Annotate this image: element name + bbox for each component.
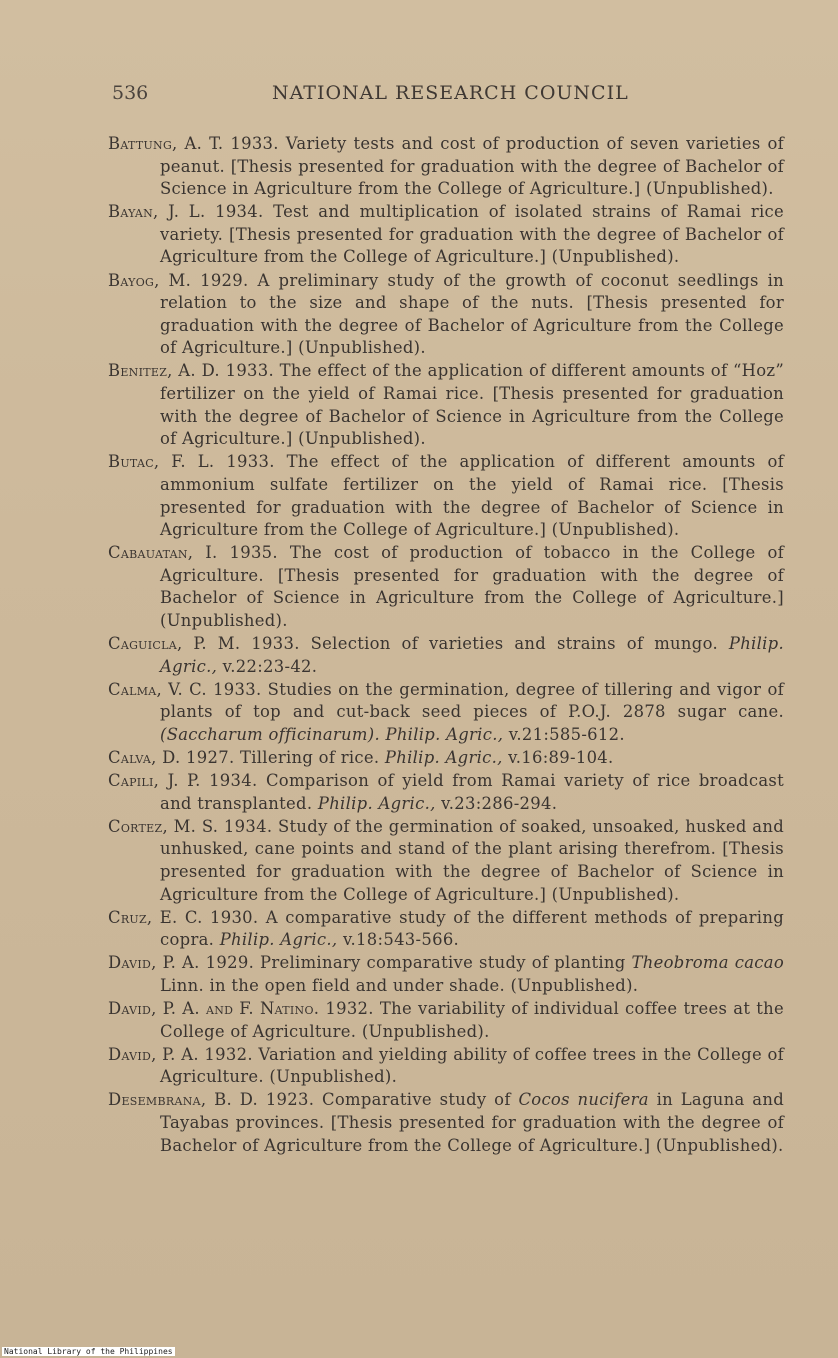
bibliography-entry: Calma, V. C. 1933. Studies on the germination, degree of tillering and vigor of plants of top and cut-back seed pieces of P.O.J. 2878 sugar cane. (Saccharum officinarum). Philip. Agric., v.21:585-612.: [108, 679, 784, 744]
bibliography-entry: Calva, D. 1927. Tillering of rice. Philip. Agric., v.16:89-104.: [108, 748, 614, 768]
bibliography-entry: Capili, J. P. 1934. Comparison of yield from Ramai variety of rice broadcast and transplanted. Philip. Agric., v.23:286-294.: [108, 771, 784, 813]
bibliography-entry: David, P. A. 1932. Variation and yielding ability of coffee trees in the College of Agriculture. (Unpublished).: [108, 1044, 785, 1087]
bibliography-entry: Cabauatan, I. 1935. The cost of production of tobacco in the College of Agriculture. [Thesis presented for graduation with the degree of Bachelor of Science in Agriculture from the College of Agriculture.] (Unpublished).: [108, 543, 785, 630]
bibliography-entry: David, P. A. 1929. Preliminary comparative study of planting Theobroma cacao Linn. in the open field and under shade. (Unpublished).: [108, 953, 785, 995]
bibliography-entry: Benitez, A. D. 1933. The effect of the application of different amounts of “Hoz” fertilizer on the yield of Ramai rice. [Thesis presented for graduation with the degree of Bachelor of Science in Agriculture from the College of Agriculture.] (Unpublished).: [108, 361, 785, 449]
bibliography-entry: Bayog, M. 1929. A preliminary study of the growth of coconut seedlings in relation to the size and shape of the nuts. [Thesis presented for graduation with the degree of Bachelor of Agriculture from the College of Agriculture.] (Unpublished).: [108, 270, 785, 358]
bibliography-list: [108, 133, 784, 1158]
bibliography-entry: Caguicla, P. M. 1933. Selection of varieties and strains of mungo. Philip. Agric., v.22:23-42.: [108, 634, 784, 676]
bibliography-entry: Butac, F. L. 1933. The effect of the application of different amounts of ammonium sulfate fertilizer on the yield of Ramai rice. [Thesis presented for graduation with the degree of Bachelor of Science in Agriculture from the College of Agriculture.] (Unpublished).: [108, 452, 785, 540]
bibliography-entry: Bayan, J. L. 1934. Test and multiplication of isolated strains of Ramai rice variety. [Thesis presented for graduation with the degree of Bachelor of Agriculture from the College of Agriculture.] (Unpublished).: [108, 202, 785, 267]
bibliography-entry: Battung, A. T. 1933. Variety tests and cost of production of seven varieties of peanut. [Thesis presented for graduation with the degree of Bachelor of Science in Agriculture from the College of Agriculture.] (Unpublished).: [108, 134, 784, 199]
running-title: NATIONAL RESEARCH COUNCIL: [272, 82, 629, 104]
page-header: [112, 82, 782, 110]
bibliography-entry: Cruz, E. C. 1930. A comparative study of the different methods of preparing copra. Philip. Agric., v.18:543-566.: [108, 907, 784, 950]
bibliography-entry: Desembrana, B. D. 1923. Comparative study of Cocos nucifera in Laguna and Tayabas provinces. [Thesis presented for graduation with the degree of Bachelor of Agriculture from the College of Agriculture.] (Unpublished).: [108, 1090, 784, 1155]
library-watermark: National Library of the Philippines: [4, 1347, 173, 1356]
bibliography-entry: David, P. A. and F. Natino. 1932. The variability of individual coffee trees at the College of Agriculture. (Unpublished).: [108, 999, 785, 1041]
page-number: 536: [112, 82, 149, 104]
bibliography-entry: Cortez, M. S. 1934. Study of the germination of soaked, unsoaked, husked and unhusked, cane points and stand of the plant arising therefrom. [Thesis presented for graduation with the degree of Bachelor of Science in Agriculture from the College of Agriculture.] (Unpublished).: [108, 816, 785, 904]
